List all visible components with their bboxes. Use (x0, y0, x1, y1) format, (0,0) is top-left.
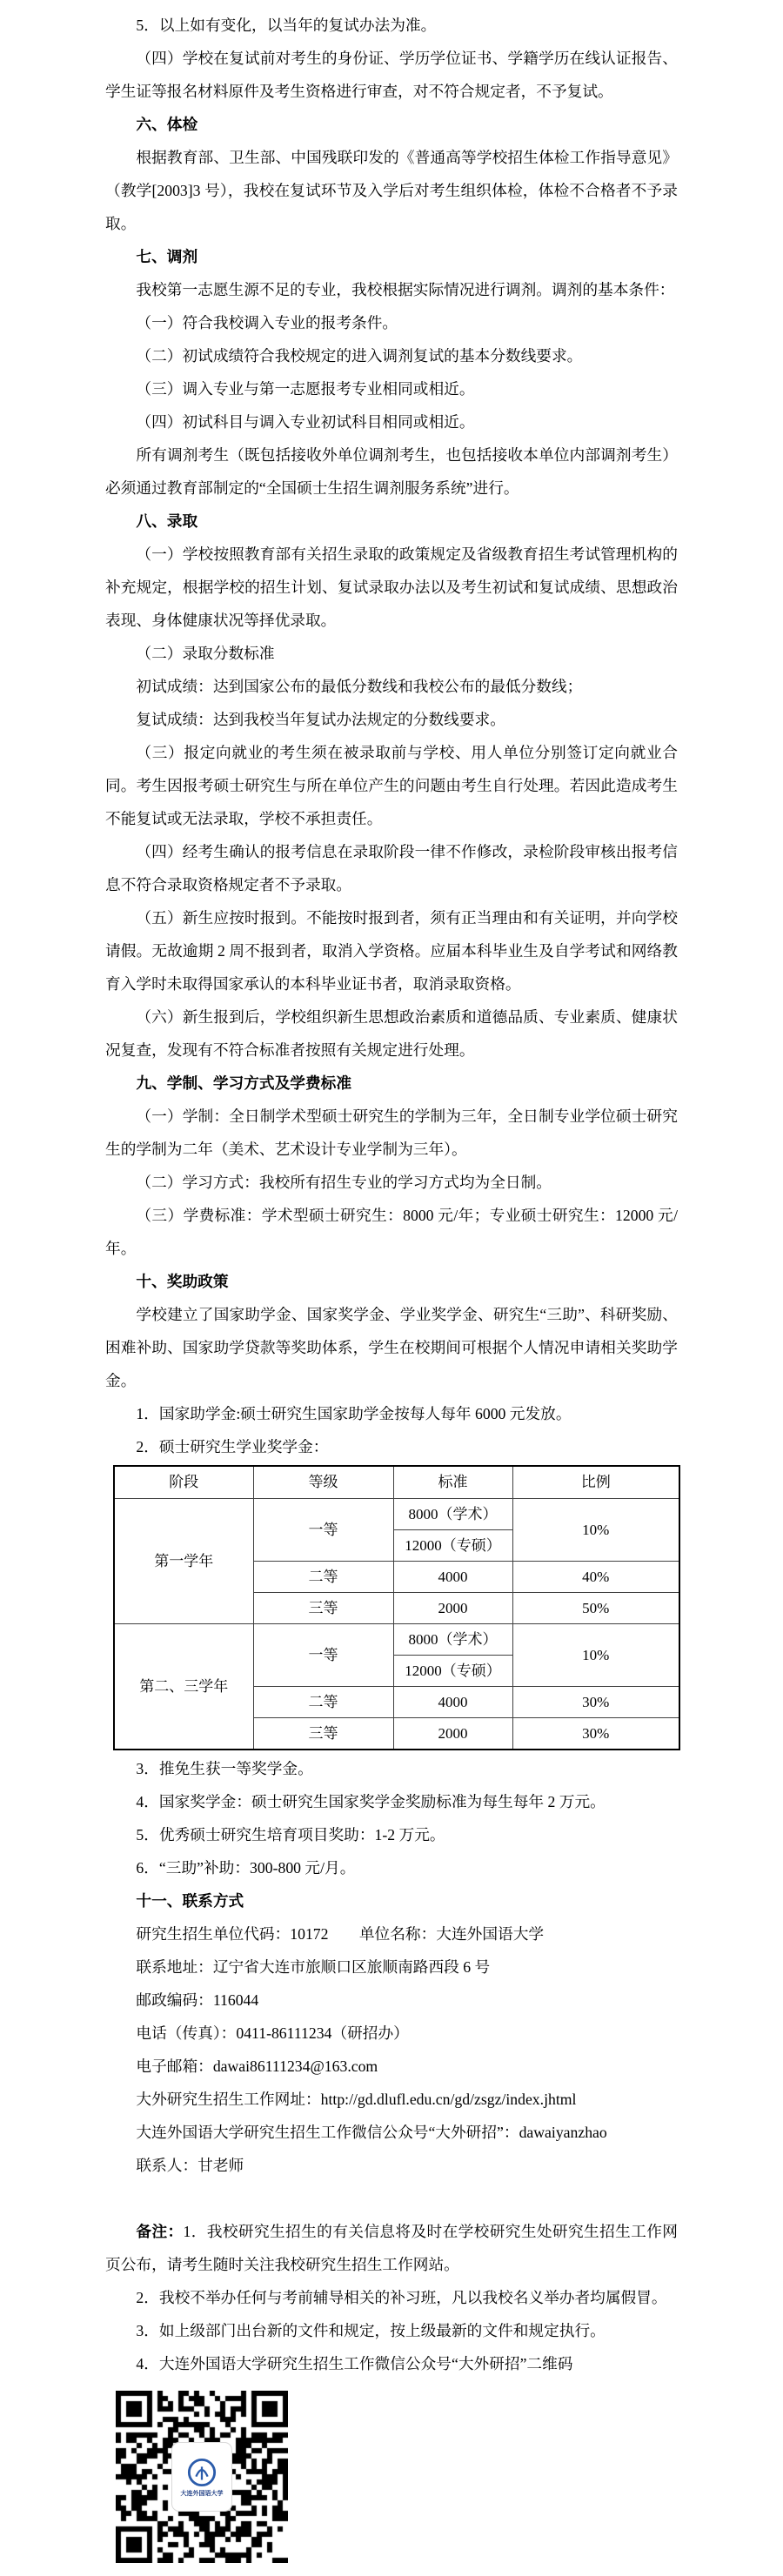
section-heading-transfer: 七、调剂 (136, 248, 198, 265)
paragraph: （二）学习方式：我校所有招生专业的学习方式均为全日制。 (136, 1174, 552, 1191)
paragraph: （三）报定向就业的考生须在被录取前与学校、用人单位分别签订定向就业合同。考生因报考硕士研究生与所在单位产生的问题由考生自行处理。若因此造成考生不能复试或无法录取，学校不承担责任。 (105, 744, 678, 827)
list-item: （一）符合我校调入专业的报考条件。 (136, 314, 398, 331)
standard-cell: 12000（专硕） (393, 1656, 512, 1687)
list-item: （二）初试成绩符合我校规定的进入调剂复试的基本分数线要求。 (136, 347, 583, 365)
paragraph: （一）学校按照教育部有关招生录取的政策规定及省级教育招生考试管理机构的补充规定，根据学校的招生计划、复试录取办法以及考生初试和复试成绩、思想政治表现、身体健康状况等择优录取。 (105, 545, 678, 629)
paragraph: 学校建立了国家助学金、国家奖学金、学业奖学金、研究生“三助”、科研奖励、困难补助、国家助学贷款等奖助体系，学生在校期间可根据个人情况申请相关奖助学金。 (105, 1306, 678, 1389)
stage-cell: 第一学年 (114, 1499, 253, 1624)
contact-line: 电子邮箱：dawai86111234@163.com (136, 2057, 378, 2075)
section-heading-duration: 九、学制、学习方式及学费标准 (136, 1074, 352, 1092)
list-item: 3．推免生获一等奖学金。 (136, 1760, 313, 1777)
paragraph: 根据教育部、卫生部、中国残联印发的《普通高等学校招生体检工作指导意见》（教学[2003]3 号），我校在复试环节及入学后对考生组织体检，体检不合格者不予录取。 (105, 149, 678, 232)
paragraph: （六）新生报到后，学校组织新生思想政治素质和道德品质、专业素质、健康状况复查，发现有不符合标准者按照有关规定进行处理。 (105, 1008, 678, 1059)
remarks-text: 1．我校研究生招生的有关信息将及时在学校研究生处研究生招生工作网页公布，请考生随时关注我校研究生招生工作网站。 (105, 2223, 678, 2273)
column-header: 等级 (253, 1466, 393, 1499)
table-header-row (114, 1466, 679, 1499)
contact-line: 邮政编码：116044 (136, 1991, 259, 2009)
standard-cell: 12000（专硕） (393, 1530, 512, 1562)
column-header: 标准 (393, 1466, 512, 1499)
remarks-item: 4．大连外国语大学研究生招生工作微信公众号“大外研招”二维码 (136, 2355, 573, 2372)
section-heading-physical-exam: 六、体检 (136, 116, 198, 133)
standard-cell: 2000 (393, 1718, 512, 1750)
scholarship-table (113, 1465, 680, 1750)
spacer (105, 2182, 678, 2215)
list-item: 1．国家助学金:硕士研究生国家助学金按每人每年 6000 元发放。 (136, 1405, 572, 1422)
paragraph: （五）新生应按时报到。不能按时报到者，须有正当理由和有关证明，并向学校请假。无故逾期 2 周不报到者，取消入学资格。应届本科毕业生及自学考试和网络教育入学时未取得国家承认的本科毕业证书者，取消录取资格。 (105, 909, 678, 993)
standard-cell: 2000 (393, 1593, 512, 1624)
qr-code (116, 2391, 288, 2563)
column-header: 阶段 (114, 1466, 253, 1499)
ratio-cell: 30% (512, 1687, 679, 1718)
grade-cell: 一等 (253, 1624, 393, 1687)
list-item: 2．硕士研究生学业奖学金： (136, 1438, 329, 1455)
ratio-cell: 10% (512, 1499, 679, 1562)
document-body (105, 9, 678, 2563)
paragraph: （二）录取分数标准 (136, 645, 275, 662)
ratio-cell: 30% (512, 1718, 679, 1750)
grade-cell: 三等 (253, 1593, 393, 1624)
remarks-paragraph (105, 2215, 678, 2281)
grade-cell: 二等 (253, 1562, 393, 1593)
section-heading-admission: 八、录取 (136, 512, 198, 530)
contact-line: 研究生招生单位代码：10172 单位名称：大连外国语大学 (136, 1925, 545, 1943)
qr-logo-label: 大连外国语大学 (180, 2489, 224, 2497)
standard-cell: 8000（学术） (393, 1499, 512, 1530)
list-item: （三）调入专业与第一志愿报考专业相同或相近。 (136, 380, 475, 398)
table-row (114, 1624, 679, 1656)
grade-cell: 三等 (253, 1718, 393, 1750)
paragraph: 复试成绩：达到我校当年复试办法规定的分数线要求。 (136, 711, 505, 728)
contact-line: 大外研究生招生工作网址：http://gd.dlufl.edu.cn/gd/zsgz/index.jhtml (136, 2091, 577, 2108)
list-item: （四）初试科目与调入专业初试科目相同或相近。 (136, 413, 475, 431)
ratio-cell: 40% (512, 1562, 679, 1593)
contact-line: 联系地址：辽宁省大连市旅顺口区旅顺南路西段 6 号 (136, 1958, 491, 1976)
contact-line: 联系人：甘老师 (136, 2157, 244, 2174)
list-item: 4．国家奖学金：硕士研究生国家奖学金奖励标准为每生每年 2 万元。 (136, 1793, 606, 1810)
standard-cell: 4000 (393, 1562, 512, 1593)
column-header: 比例 (512, 1466, 679, 1499)
paragraph: （四）学校在复试前对考生的身份证、学历学位证书、学籍学历在线认证报告、学生证等报名材料原件及考生资格进行审查，对不符合规定者，不予复试。 (105, 50, 678, 100)
grade-cell: 一等 (253, 1499, 393, 1562)
paragraph: 5．以上如有变化，以当年的复试办法为准。 (136, 17, 437, 34)
section-heading-contact: 十一、联系方式 (136, 1892, 244, 1910)
section-heading-awards: 十、奖助政策 (136, 1273, 229, 1290)
standard-cell: 8000（学术） (393, 1624, 512, 1656)
university-emblem-icon (187, 2458, 217, 2487)
remarks-item: 2．我校不举办任何与考前辅导相关的补习班，凡以我校名义举办者均属假冒。 (136, 2289, 667, 2306)
table-row (114, 1499, 679, 1530)
list-item: 5．优秀硕士研究生培育项目奖助：1-2 万元。 (136, 1826, 445, 1843)
standard-cell: 4000 (393, 1687, 512, 1718)
ratio-cell: 10% (512, 1624, 679, 1687)
paragraph: （四）经考生确认的报考信息在录取阶段一律不作修改，录检阶段审核出报考信息不符合录取资格规定者不予录取。 (105, 843, 678, 893)
remarks-item: 3．如上级部门出台新的文件和规定，按上级最新的文件和规定执行。 (136, 2322, 606, 2339)
list-item: 6．“三助”补助：300-800 元/月。 (136, 1859, 356, 1877)
remarks-label: 备注： (136, 2223, 184, 2240)
paragraph: （三）学费标准：学术型硕士研究生：8000 元/年；专业硕士研究生：12000 元/年。 (105, 1207, 678, 1257)
paragraph: （一）学制：全日制学术型硕士研究生的学制为三年，全日制专业学位硕士研究生的学制为二年（美术、艺术设计专业学制为三年）。 (105, 1107, 678, 1158)
paragraph: 初试成绩：达到国家公布的最低分数线和我校公布的最低分数线； (136, 678, 583, 695)
paragraph: 所有调剂考生（既包括接收外单位调剂考生，也包括接收本单位内部调剂考生）必须通过教育部制定的“全国硕士生招生调剂服务系统”进行。 (105, 446, 678, 497)
stage-cell: 第二、三学年 (114, 1624, 253, 1750)
ratio-cell: 50% (512, 1593, 679, 1624)
contact-line: 大连外国语大学研究生招生工作微信公众号“大外研招”：dawaiyanzhao (136, 2124, 607, 2141)
qr-center-logo (171, 2442, 232, 2512)
grade-cell: 二等 (253, 1687, 393, 1718)
contact-line: 电话（传真）：0411-86111234（研招办） (136, 2024, 409, 2042)
paragraph: 我校第一志愿生源不足的专业，我校根据实际情况进行调剂。调剂的基本条件： (136, 281, 675, 298)
